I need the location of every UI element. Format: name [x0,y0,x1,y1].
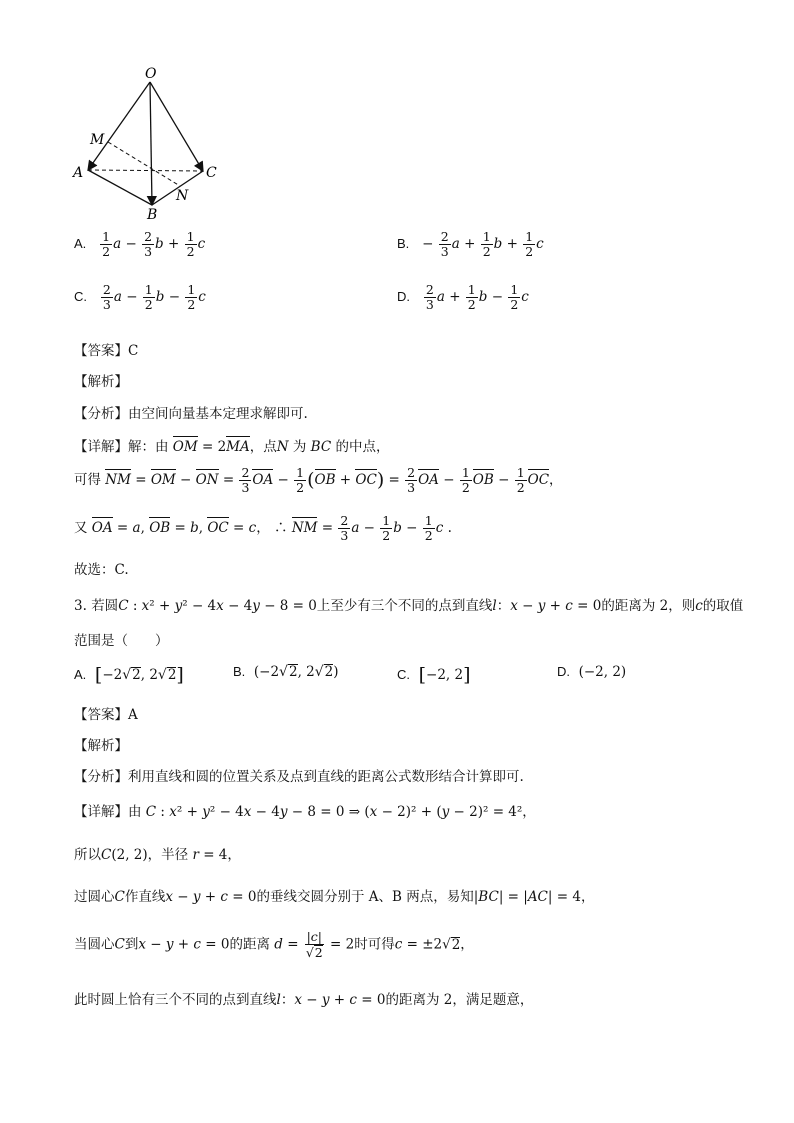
q2-answer: 【答案】C [74,343,139,359]
option-letter: A. [74,236,87,251]
option-letter: D. [557,664,570,679]
edge-oc [150,82,203,171]
q2-conclusion: 故选：C. [74,562,129,578]
segment-mn-dashed [108,142,180,186]
q2-xiangjie-line1: 【详解】解：由 OM = 2MA，点N 为 BC 的中点， [74,439,390,455]
q3-answer: 【答案】A [74,707,138,723]
q3-radius-line: 所以C(2, 2)，半径 r = 4， [74,847,241,863]
q3-distance-line: 当圆心C到x − y + c = 0的距离 d = $\frac{|c|}{√2}$ = 2时可得c = ±2√2， [74,929,474,960]
option-letter: D. [397,289,410,304]
edge-ob [150,82,152,205]
option-letter: B. [397,236,410,251]
q3-option-c[interactable]: C. [−2, 2] [397,664,471,686]
q2-xiangjie-line2: 可得 NM = OM − ON = $\frac{2}{3}$ OA − $\frac{1}{2}$ (OB + OC) = $\frac{2}{3}$ OA − $\frac{1}{2}$ OB − $\frac{1}{2}$ OC， [74,465,563,495]
q3-option-a[interactable]: A. [−2√2, 2√2] [74,664,184,686]
edge-ab [88,170,152,205]
q3-fenxi: 【分析】利用直线和圆的位置关系及点到直线的距离公式数形结合计算即可. [74,769,524,785]
q3-option-b[interactable]: B. (−2√2, 2√2) [233,664,339,680]
label-o: O [145,66,157,82]
label-n: N [176,188,189,204]
q2-option-b[interactable]: B. − $\frac{2}{3}$ a + $\frac{1}{2}$ b + $\frac{1}{2}$ c [397,229,544,259]
q3-last-line: 此时圆上恰有三个不同的点到直线l：x − y + c = 0的距离为 2，满足题意， [74,992,534,1008]
label-a: A [73,165,84,181]
option-letter: C. [397,667,410,682]
q3-perp-line: 过圆心C作直线x − y + c = 0的垂线交圆分别于 A、B 两点，易知|BC| = |AC| = 4， [74,889,595,905]
label-b: B [147,207,158,222]
label-m: M [90,132,105,148]
option-letter: B. [233,664,246,679]
q3-xiangjie: 【详解】由 C : x² + y² − 4x − 4y − 8 = 0 ⇒ (x − 2)² + (y − 2)² = 4²， [74,804,536,820]
q2-fenxi: 【分析】由空间向量基本定理求解即可. [74,406,308,422]
q2-option-d[interactable]: D. $\frac{2}{3}$ a + $\frac{1}{2}$ b − $\frac{1}{2}$ c [397,282,529,312]
edge-ac-dashed [88,170,203,171]
label-c: C [206,165,217,181]
q2-option-c[interactable]: C. $\frac{2}{3}$ a − $\frac{1}{2}$ b − $\frac{1}{2}$ c [74,282,206,312]
option-letter: A. [74,667,87,682]
tetrahedron-diagram [70,62,230,222]
option-letter: C. [74,289,87,304]
edge-oa [88,82,150,170]
q2-analysis-tag: 【解析】 [74,374,128,390]
q2-option-a[interactable]: A. $\frac{1}{2}$ a − $\frac{2}{3}$ b + $\frac{1}{2}$ c [74,229,206,259]
q3-analysis-tag: 【解析】 [74,738,128,754]
q2-xiangjie-line3: 又 OA = a, OB = b, OC = c， ∴ NM = $\frac{2}{3}$ a − $\frac{1}{2}$ b − $\frac{1}{2}$ c . [74,513,452,543]
q3-stem-line2: 范围是（ ） [74,633,169,649]
q3-option-d[interactable]: D. (−2, 2) [557,664,627,680]
q3-stem-line1: 3. 若圆C : x² + y² − 4x − 4y − 8 = 0上至少有三个不同的点到直线l：x − y + c = 0的距离为 2，则c的取值 [74,598,744,614]
